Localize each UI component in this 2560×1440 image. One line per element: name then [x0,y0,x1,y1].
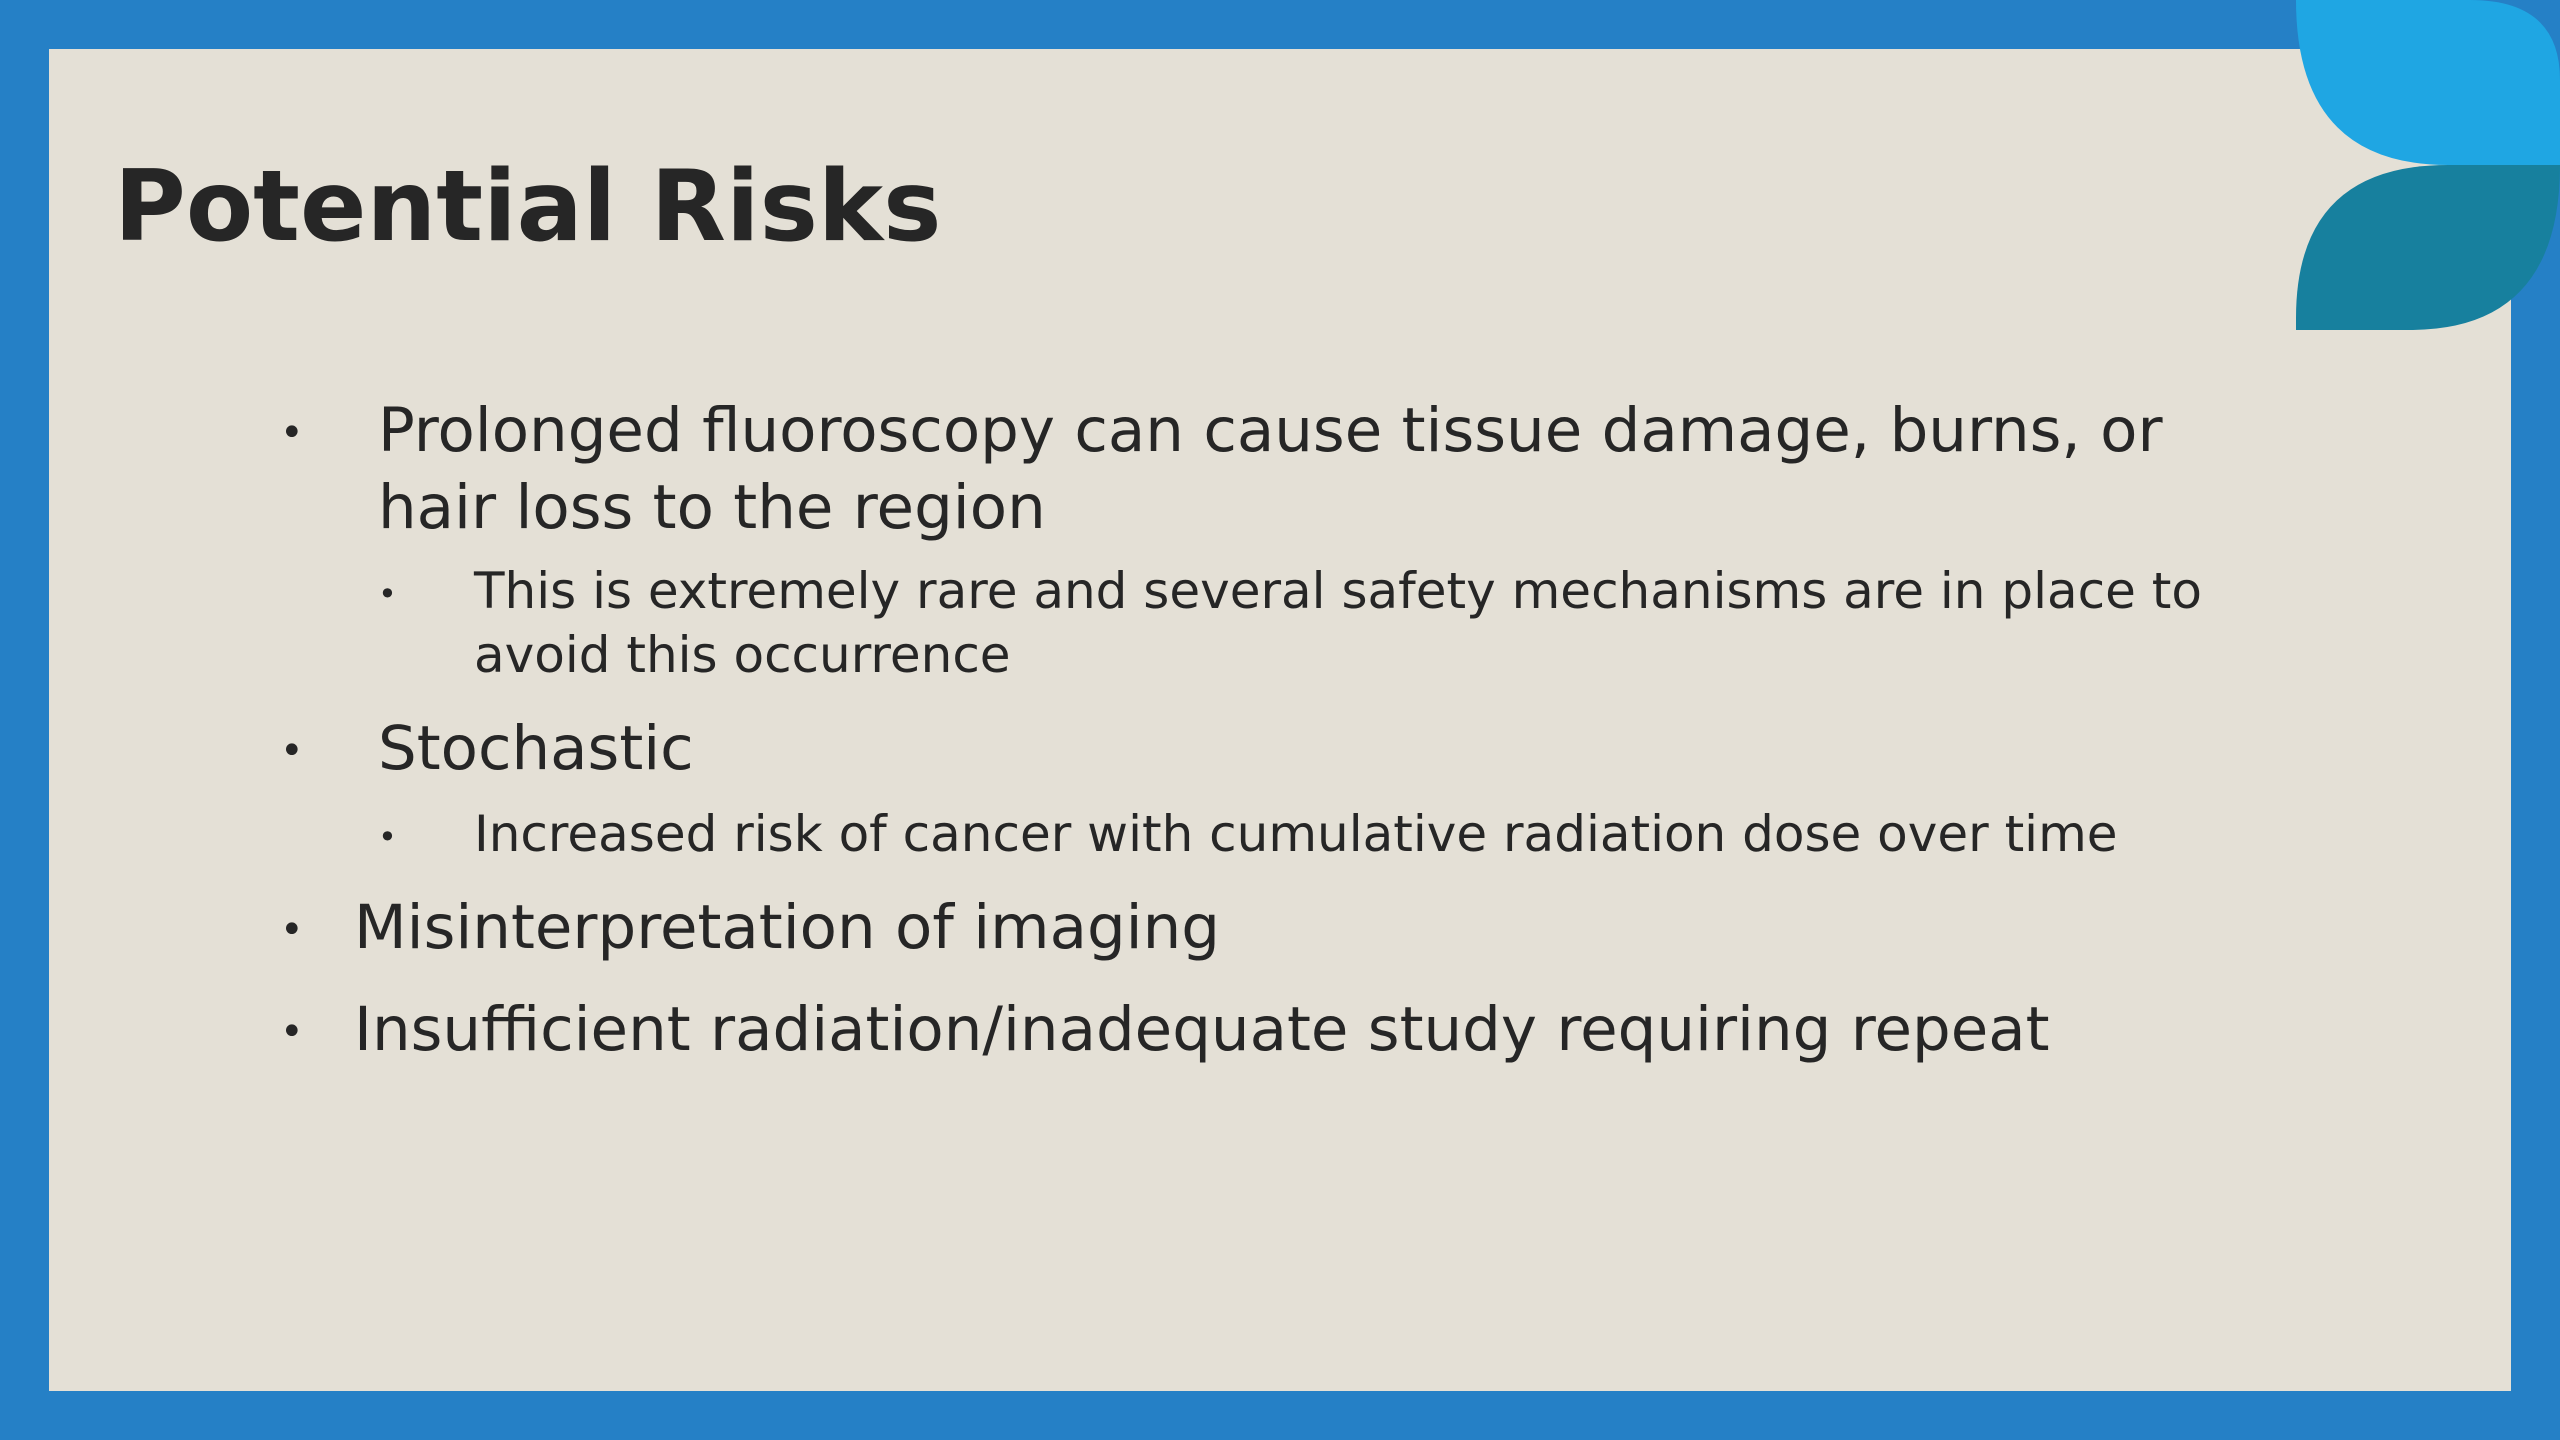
slide-title: Potential Risks [114,150,942,264]
bullet-dot: • [280,907,304,953]
bullet-1-line-2: hair loss to the region [378,472,1046,543]
bullet-dot: • [280,410,304,456]
bullet-4-line-1: Insufficient radiation/inadequate study requiring repeat [354,994,2050,1065]
bullet-dot: • [280,728,304,774]
bullet-1-sub-line-1: This is extremely rare and several safety mechanisms are in place to [474,562,2203,620]
bullet-2-sub-line-1: Increased risk of cancer with cumulative radiation dose over time [474,805,2118,863]
bullet-2-line-1: Stochastic [378,713,694,784]
bullet-dot: • [280,1009,304,1055]
bullet-3-line-1: Misinterpretation of imaging [354,892,1221,963]
sub-bullet-dot: • [378,575,397,613]
bullet-1-sub-line-2: avoid this occurrence [474,626,1011,684]
sub-bullet-dot: • [378,818,397,856]
bullet-1-line-1: Prolonged fluoroscopy can cause tissue damage, burns, or [378,395,2163,466]
